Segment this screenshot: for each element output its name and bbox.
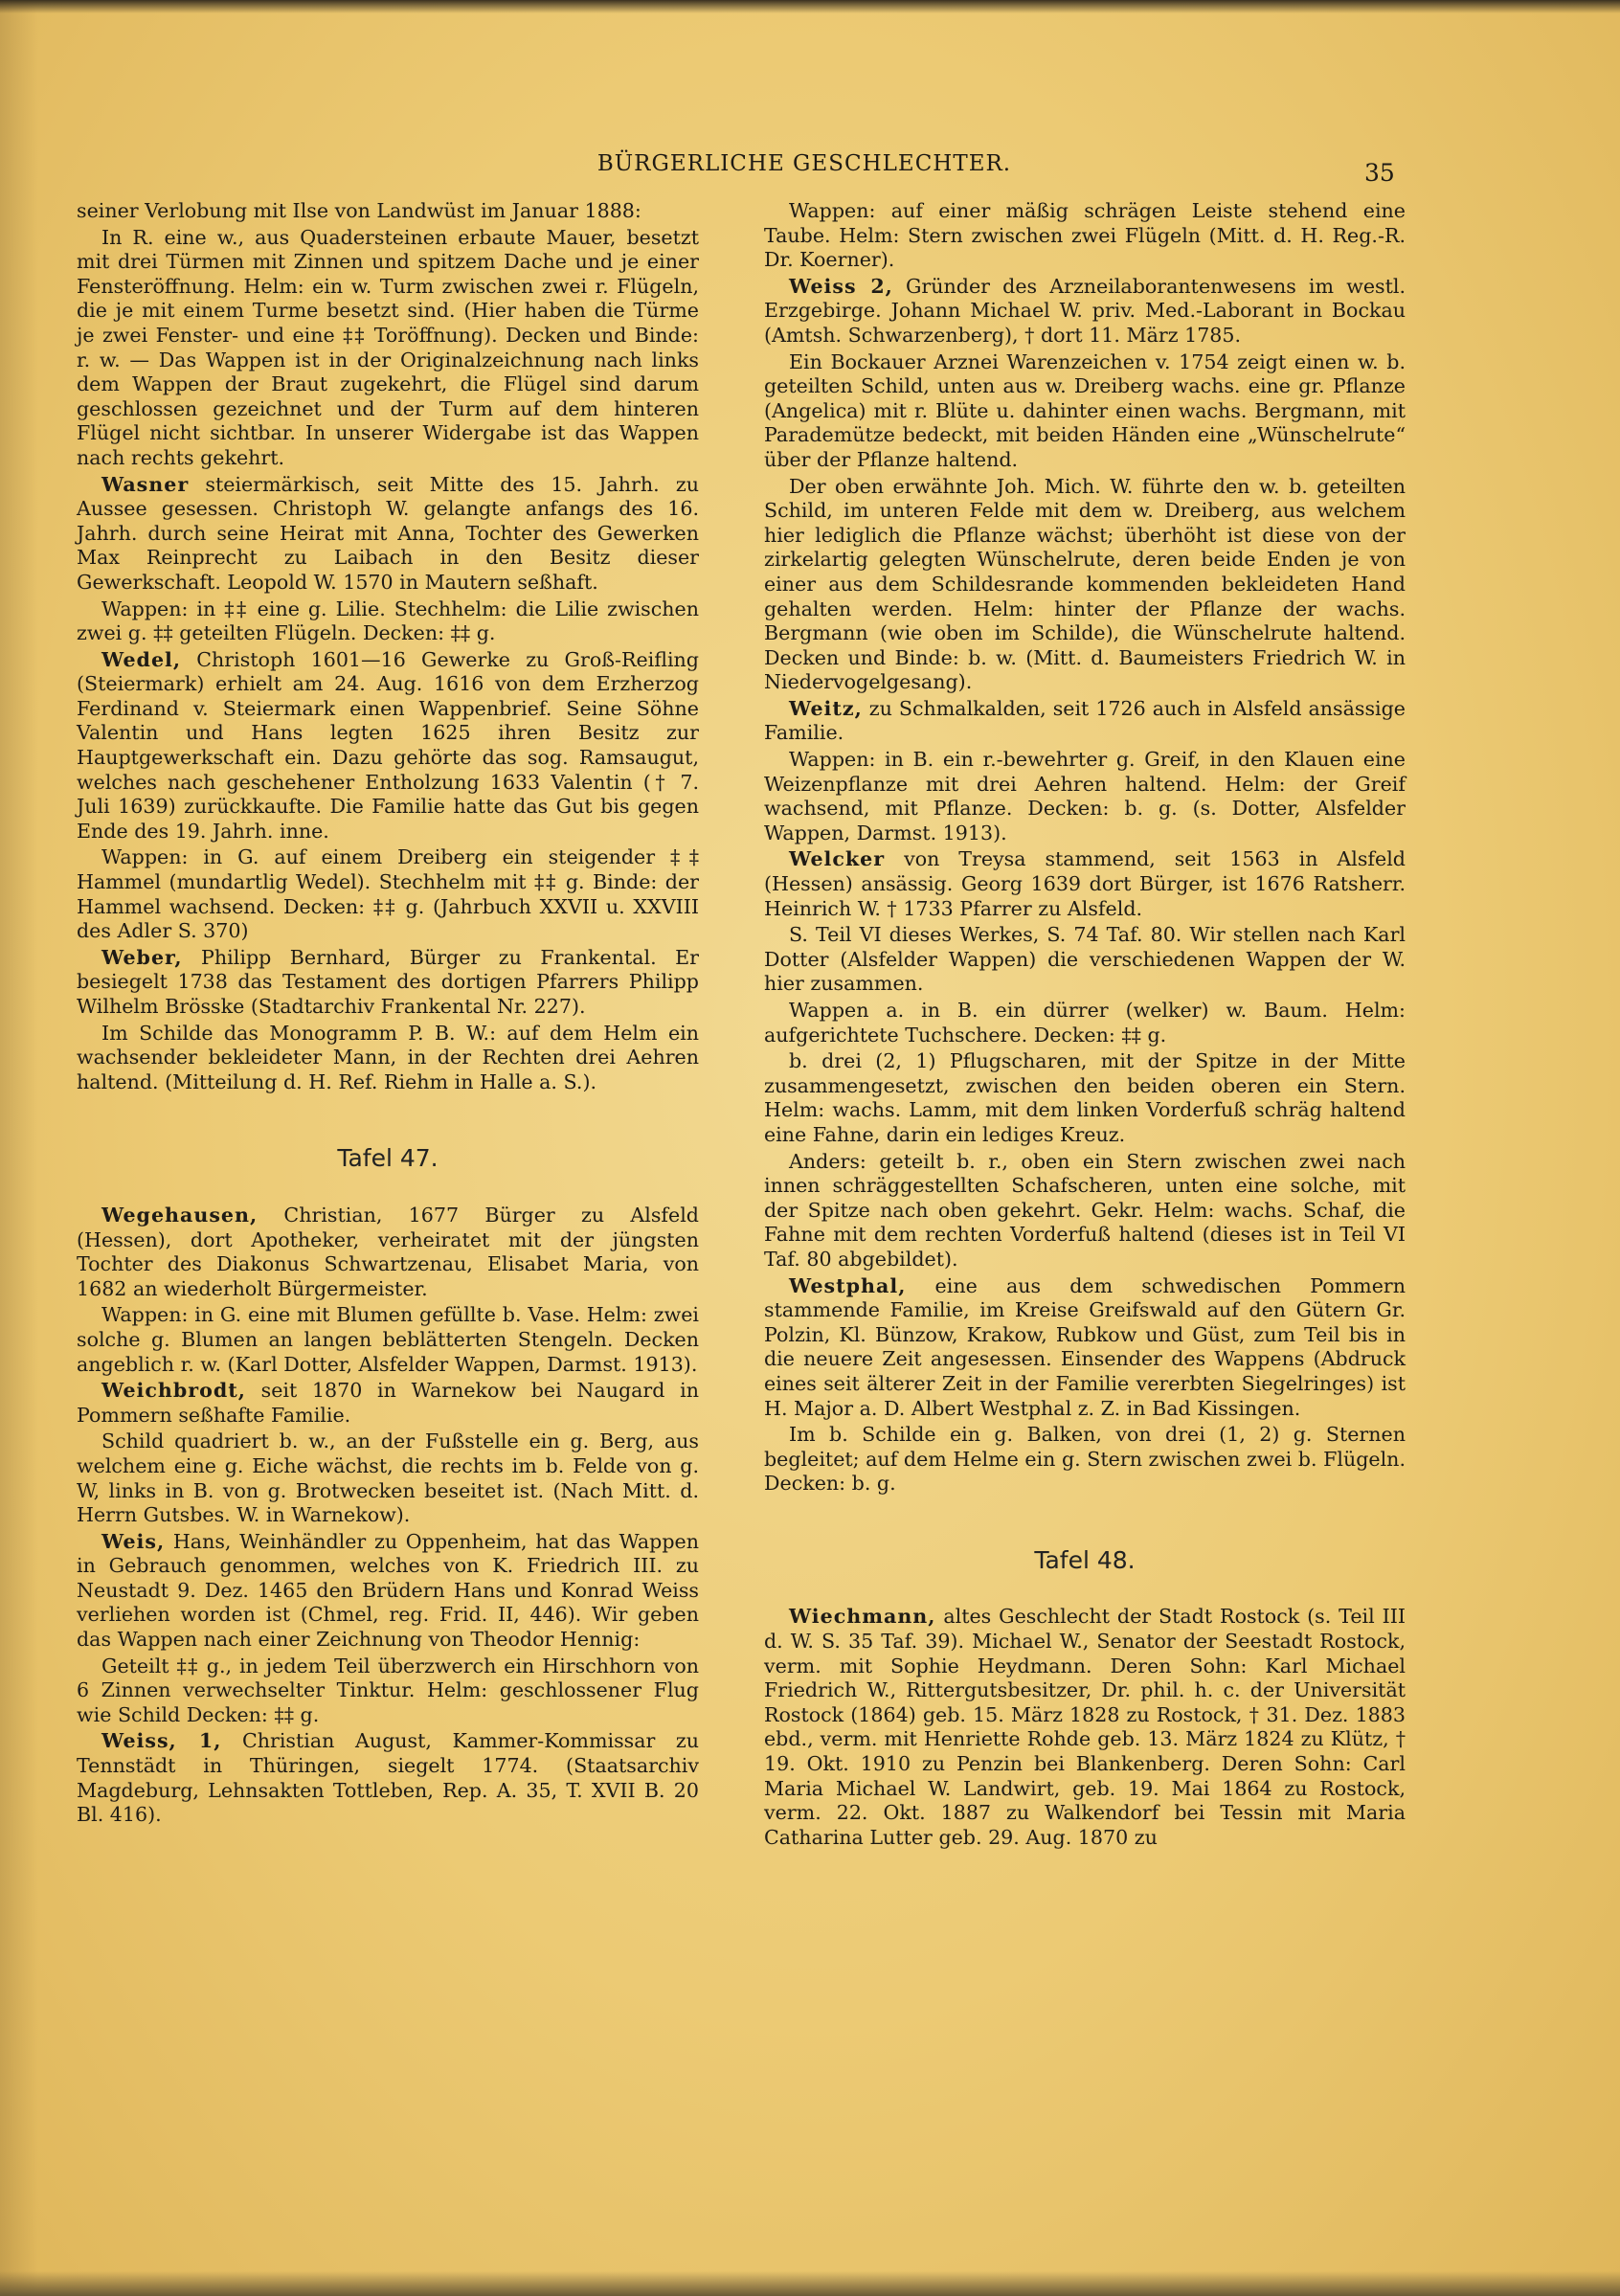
- paragraph: Wappen: in B. ein r.-bewehrter g. Greif, in den Klauen eine Weizenpflanze mit drei Aehren haltend. Helm: der Greif wachsend, mit Pflanze. Decken: b. g. (s. Dotter, Alsfelder Wappen, Darmst. 1913).: [764, 748, 1406, 844]
- entry-text: Christian August, Kammer-Kommissar zu Tennstädt in Thüringen, siegelt 1774. (Staatsarchiv Magdeburg, Lehnsakten Tottleben, Rep. A. 35, T. XVII B. 20 Bl. 416).: [77, 1729, 699, 1827]
- paragraph: Der oben erwähnte Joh. Mich. W. führte den w. b. geteilten Schild, im unteren Felde mit dem w. Dreiberg, aus welchem hier lediglich die Pflanze wächst; überhöht ist diese von der zirkelartig gelegten Wünschelrute, deren beide Enden je von einer aus dem Schildesrande kommenden bekleideten Hand gehalten werden. Helm: hinter der Pflanze der wachs. Bergmann (wie oben im Schilde), die Wünschelrute haltend. Decken und Binde: b. w. (Mitt. d. Baumeisters Friedrich W. in Niedervogelgesang).: [764, 474, 1406, 694]
- right-column: [764, 199, 1406, 1852]
- entry-text: zu Schmalkalden, seit 1726 auch in Alsfeld ansässige Familie.: [764, 696, 1406, 745]
- family-entry: [764, 1274, 1406, 1422]
- plate-heading: Tafel 48.: [1034, 1545, 1136, 1574]
- paragraph: Anders: geteilt b. r., oben ein Stern zwischen zwei nach innen schräggestellten Schafscheren, unten eine solche, mit der Spitze nach oben gekehrt. Gekr. Helm: wachs. Schaf, die Fahne mit dem rechten Vorderfuß haltend (dieses ist in Teil VI Taf. 80 abgebildet).: [764, 1149, 1406, 1271]
- paragraph: b. drei (2, 1) Pflugscharen, mit der Spitze in der Mitte zusammengesetzt, zwischen den beiden oberen ein Stern. Helm: wachs. Lamm, mit dem linken Vorderfuß schräg haltend eine Fahne, darin ein lediges Kreuz.: [764, 1049, 1406, 1146]
- paragraph: Im Schilde das Monogramm P. B. W.: auf dem Helm ein wachsender bekleideter Mann, in der Rechten drei Aehren haltend. (Mitteilung d. H. Ref. Riehm in Halle a. S.).: [77, 1021, 699, 1093]
- running-head: BÜRGERLICHE GESCHLECHTER.: [596, 151, 1012, 176]
- family-name: Weber,: [101, 945, 183, 969]
- family-name: Weiss 2,: [789, 274, 893, 298]
- family-name: Wasner: [101, 472, 190, 496]
- paragraph: Wappen: in G. auf einem Dreiberg ein steigender ‡‡ Hammel (mundartlig Wedel). Stechhelm mit ‡‡ g. Binde: der Hammel wachsend. Decken: ‡‡ g. (Jahrbuch XXVII u. XXVIII des Adler S. 370): [77, 845, 699, 943]
- entry-text: altes Geschlecht der Stadt Rostock (s. Teil III d. W. S. 35 Taf. 39). Michael W., Senator der Seestadt Rostock, verm. mit Sophie Heydmann. Deren Sohn: Karl Michael Friedrich W., Rittergutsbesitzer, Dr. phil. h. c. der Universität Rostock (1864) geb. 15. März 1828 zu Rostock, † 31. Dez. 1883 ebd., verm. mit Henriette Rohde geb. 13. März 1824 zu Klütz, † 19. Okt. 1910 zu Penzin bei Blankenberg. Deren Sohn: Carl Maria Michael W. Landwirt, geb. 19. Mai 1864 zu Rostock, verm. 22. Okt. 1887 zu Walkendorf bei Tessin mit Maria Catharina Lutter geb. 29. Aug. 1870 zu: [764, 1605, 1406, 1849]
- paragraph: seiner Verlobung mit Ilse von Landwüst im Januar 1888:: [77, 199, 641, 222]
- entry-text: Hans, Weinhändler zu Oppenheim, hat das Wappen in Gebrauch genommen, welches von K. Friedrich III. zu Neustadt 9. Dez. 1465 den Brüdern Hans und Konrad Weiss verliehen worden ist (Chmel, reg. Frid. II, 446). Wir geben das Wappen nach einer Zeichnung von Theodor Hennig:: [77, 1529, 699, 1652]
- family-name: Wegehausen,: [101, 1203, 259, 1227]
- plate-heading: Tafel 47.: [337, 1144, 439, 1173]
- family-name: Weis,: [101, 1529, 166, 1553]
- family-entry: [77, 1729, 699, 1827]
- family-name: Weiss, 1,: [101, 1729, 222, 1753]
- family-name: Weitz,: [789, 696, 863, 720]
- paragraph: S. Teil VI dieses Werkes, S. 74 Taf. 80. Wir stellen nach Karl Dotter (Alsfelder Wappen) die verschiedenen Wappen der W. hier zusammen.: [764, 923, 1406, 996]
- family-name: Welcker: [789, 847, 886, 871]
- entry-text: Philipp Bernhard, Bürger zu Frankental. Er besiegelt 1738 das Testament des dortigen Pfarrers Philipp Wilhelm Brösske (Stadtarchiv Frankental Nr. 227).: [77, 945, 699, 1018]
- entry-text: eine aus dem schwedischen Pommern stammende Familie, im Kreise Greifswald auf den Gütern Gr. Polzin, Kl. Bünzow, Krakow, Rubkow und Güst, zum Teil bis in die neuere Zeit angesessen. Einsender des Wappens (Abdruck eines seit älterer Zeit in der Familie vererbten Siegelringes) ist H. Major a. D. Albert Westphal z. Z. in Bad Kissingen.: [764, 1273, 1406, 1420]
- family-entry: [77, 1530, 699, 1653]
- family-name: Wedel,: [101, 647, 182, 671]
- page-bottom-edge: [0, 2271, 1620, 2296]
- paragraph: Im b. Schilde ein g. Balken, von drei (1, 2) g. Sternen begleitet; auf dem Helme ein g. Stern zwischen zwei b. Flügeln. Decken: b. g.: [764, 1423, 1406, 1496]
- family-entry: [764, 1605, 1406, 1850]
- family-name: Wiechmann,: [789, 1605, 936, 1629]
- paragraph: Ein Bockauer Arznei Warenzeichen v. 1754 zeigt einen w. b. geteilten Schild, unten aus w. Dreiberg wachs. eine gr. Pflanze (Angelica) mit r. Blüte u. dahinter einen wachs. Bergmann, mit Parademütze bedeckt, mit beiden Händen eine „Wünschelrute“ über der Pflanze haltend.: [764, 349, 1406, 471]
- family-name: Westphal,: [789, 1273, 907, 1297]
- paragraph: Wappen a. in B. ein dürrer (welker) w. Baum. Helm: aufgerichtete Tuchschere. Decken: ‡‡ g.: [764, 999, 1406, 1047]
- family-entry: [77, 946, 699, 1020]
- page-number: 35: [1364, 159, 1395, 187]
- entry-text: von Treysa stammend, seit 1563 in Alsfeld (Hessen) ansässig. Georg 1639 dort Bürger, ist 1676 Ratsherr. Heinrich W. † 1733 Pfarrer zu Alsfeld.: [764, 847, 1406, 920]
- family-entry: [77, 1204, 699, 1301]
- family-entry: [77, 648, 699, 844]
- family-entry: [764, 847, 1406, 921]
- page-header: [77, 151, 1417, 190]
- paragraph: In R. eine w., aus Quadersteinen erbaute Mauer, besetzt mit drei Türmen mit Zinnen und spitzem Dache und je einer Fensteröffnung. Helm: ein w. Turm zwischen zwei r. Flügeln, die je mit einem Turme besetzt sind. (Hier haben die Türme je zwei Fenster- und eine ‡‡ Toröffnung). Decken und Binde: r. w. — Das Wappen ist in der Originalzeichnung nach links dem Wappen der Braut zugekehrt, die Flügel sind darum geschlossen gezeichnet und der Turm auf dem hinteren Flügel nicht sichtbar. In unserer Widergabe ist das Wappen nach rechts gekehrt.: [77, 225, 699, 469]
- family-entry: [764, 275, 1406, 349]
- page-top-edge: [0, 0, 1620, 13]
- family-entry: [77, 473, 699, 596]
- entry-text: steiermärkisch, seit Mitte des 15. Jahrh. zu Aussee gesessen. Christoph W. gelangte anfangs des 16. Jahrh. durch seine Heirat mit Anna, Tochter des Gewerken Max Reinprecht zu Laibach in den Besitz dieser Gewerkschaft. Leopold W. 1570 in Mautern seßhaft.: [77, 472, 699, 594]
- left-column: [77, 199, 699, 1830]
- family-entry: [77, 1379, 699, 1428]
- entry-text: Christian, 1677 Bürger zu Alsfeld (Hessen), dort Apotheker, verheiratet mit der jüngsten Tochter des Diakonus Schwartzenau, Elisabet Maria, von 1682 an wiederholt Bürgermeister.: [77, 1203, 699, 1300]
- paragraph: Wappen: in ‡‡ eine g. Lilie. Stechhelm: die Lilie zwischen zwei g. ‡‡ geteilten Flügeln. Decken: ‡‡ g.: [77, 597, 699, 645]
- paragraph: Wappen: in G. eine mit Blumen gefüllte b. Vase. Helm: zwei solche g. Blumen an langen beblätterten Stengeln. Decken angeblich r. w. (Karl Dotter, Alsfelder Wappen, Darmst. 1913).: [77, 1303, 699, 1376]
- paragraph: Schild quadriert b. w., an der Fußstelle ein g. Berg, aus welchem eine g. Eiche wächst, die rechts im b. Felde von g. W, links in B. von g. Brotwecken beseitet ist. (Nach Mitt. d. Herrn Gutsbes. W. in Warnekow).: [77, 1429, 699, 1527]
- family-name: Weichbrodt,: [101, 1379, 246, 1403]
- page-gutter-shadow: [0, 0, 38, 2296]
- entry-text: seit 1870 in Warnekow bei Naugard in Pommern seßhafte Familie.: [77, 1379, 699, 1427]
- paragraph: Geteilt ‡‡ g., in jedem Teil überzwerch ein Hirschhorn von 6 Zinnen verwechselter Tinktur. Helm: geschlossener Flug wie Schild Decken: ‡‡ g.: [77, 1654, 699, 1726]
- entry-text: Gründer des Arzneilaborantenwesens im westl. Erzgebirge. Johann Michael W. priv. Med.-Laborant in Bockau (Amtsh. Schwarzenberg), † dort 11. März 1785.: [764, 274, 1406, 347]
- entry-text: Christoph 1601—16 Gewerke zu Groß-Reifling (Steiermark) erhielt am 24. Aug. 1616 von dem Erzherzog Ferdinand v. Steiermark einen Wappenbrief. Seine Söhne Valentin und Hans legten 1625 ihren Besitz zur Hauptgewerkschaft ein. Dazu gehörte das sog. Ramsaugut, welches nach geschehener Entholzung 1633 Valentin († 7. Juli 1639) zurückkaufte. Die Familie hatte das Gut bis gegen Ende des 19. Jahrh. inne.: [77, 647, 699, 843]
- paragraph: Wappen: auf einer mäßig schrägen Leiste stehend eine Taube. Helm: Stern zwischen zwei Flügeln (Mitt. d. H. Reg.-R. Dr. Koerner).: [764, 199, 1406, 272]
- family-entry: [764, 697, 1406, 746]
